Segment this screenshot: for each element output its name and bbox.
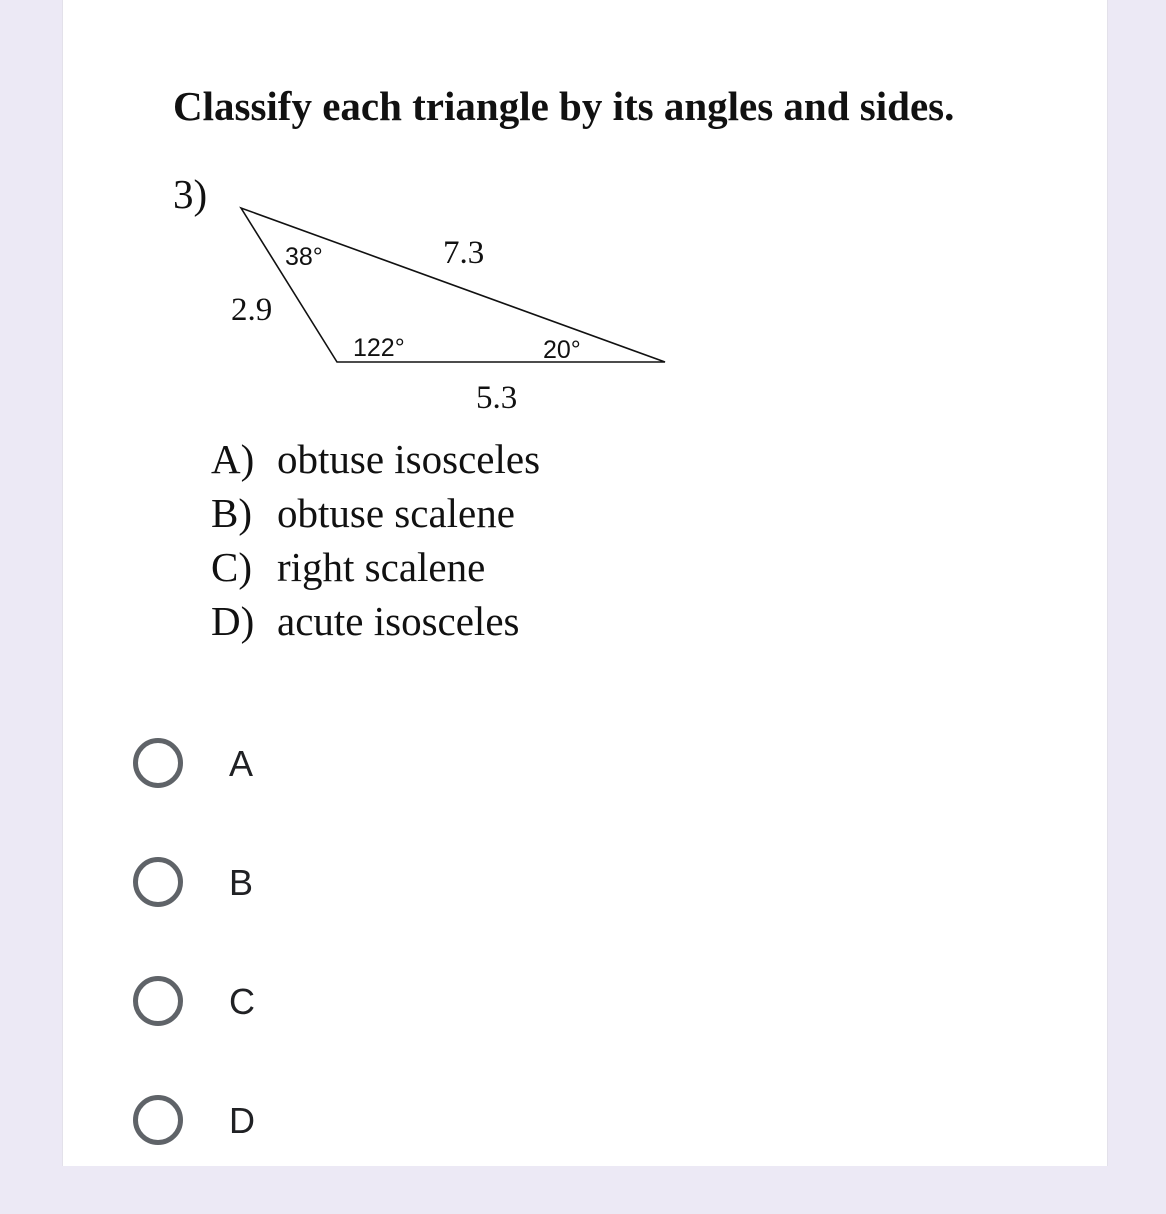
- radio-option-label[interactable]: D: [229, 1100, 255, 1141]
- answer-choices: [211, 432, 540, 648]
- radio-option-d[interactable]: [133, 1095, 533, 1214]
- radio-option-b[interactable]: [133, 857, 533, 976]
- choice-text: acute isosceles: [277, 598, 520, 644]
- choice-b: [211, 486, 540, 540]
- question-number: 3): [173, 171, 208, 217]
- radio-options: [133, 738, 533, 1214]
- choice-text: obtuse isosceles: [277, 436, 541, 482]
- side-label-left: 2.9: [231, 292, 273, 328]
- angle-label-bottom-right: 20°: [543, 336, 581, 364]
- side-label-bottom: 5.3: [476, 380, 518, 416]
- question-title: Classify each triangle by its angles and sides.: [173, 83, 955, 129]
- triangle-figure: [63, 0, 1107, 440]
- side-label-hypotenuse: 7.3: [443, 235, 485, 271]
- choice-letter: A): [211, 436, 255, 482]
- choice-letter: C): [211, 544, 252, 590]
- radio-circle-icon[interactable]: [133, 1095, 183, 1145]
- triangle-shape: [241, 208, 665, 362]
- radio-option-c[interactable]: [133, 976, 533, 1095]
- angle-label-bottom-left: 122°: [353, 334, 405, 362]
- question-image: [63, 0, 1107, 660]
- radio-option-a[interactable]: [133, 738, 533, 857]
- radio-option-label[interactable]: B: [229, 862, 254, 903]
- radio-circle-icon[interactable]: [133, 857, 183, 907]
- radio-circle-icon[interactable]: [133, 738, 183, 788]
- choice-d: [211, 594, 540, 648]
- angle-label-top: 38°: [285, 243, 323, 271]
- choice-letter: B): [211, 490, 252, 536]
- choice-text: obtuse scalene: [277, 490, 515, 536]
- question-card: [62, 0, 1108, 1166]
- radio-option-label[interactable]: C: [229, 981, 255, 1022]
- radio-option-label[interactable]: A: [229, 743, 254, 784]
- choice-a: [211, 432, 540, 486]
- radio-circle-icon[interactable]: [133, 976, 183, 1026]
- choice-text: right scalene: [277, 544, 486, 590]
- choice-c: [211, 540, 540, 594]
- choice-letter: D): [211, 598, 255, 644]
